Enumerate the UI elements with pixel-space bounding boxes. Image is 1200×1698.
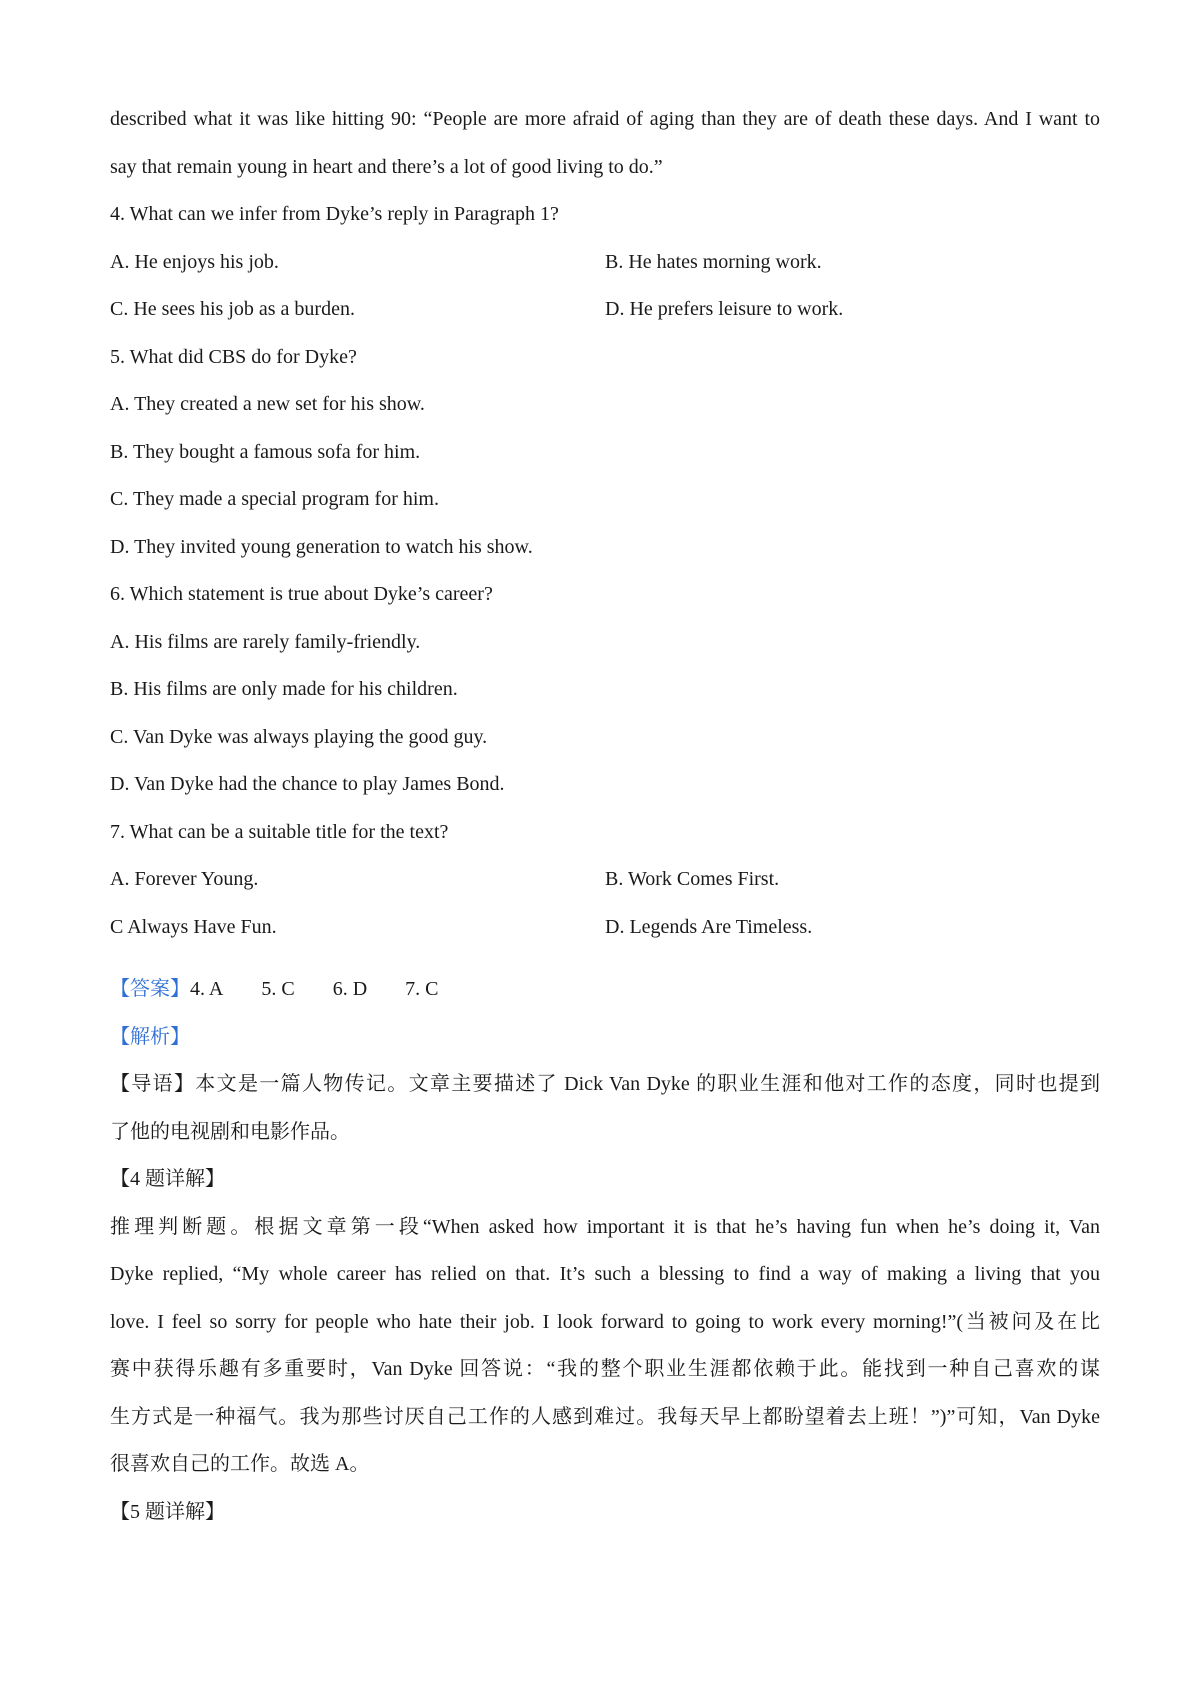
q4-detail-line: love. I feel so sorry for people who hate their job. I look forward to going to work every morning!”(当被问及在比 — [110, 1310, 1100, 1333]
question-7-options-row-1 — [110, 856, 1100, 904]
question-7-stem: 7. What can be a suitable title for the text? — [110, 820, 449, 843]
option-a: A. They created a new set for his show. — [110, 393, 425, 415]
option-d: D. Van Dyke had the chance to play James Bond. — [110, 773, 505, 795]
q4-detail-header: 【4 题详解】 — [110, 1168, 225, 1190]
q4-detail-line: Dyke replied, “My whole career has relied on that. It’s such a blessing to find a way of making a living that you — [110, 1263, 1100, 1285]
option-a: A. His films are rarely family-friendly. — [110, 630, 421, 653]
question-6-stem: 6. Which statement is true about Dyke’s career? — [110, 583, 493, 605]
intro-line: 【导语】本文是一篇人物传记。文章主要描述了 Dick Van Dyke 的职业生涯和他对工作的态度，同时也提到 — [110, 1073, 1100, 1095]
option-d: D. He prefers leisure to work. — [605, 298, 844, 320]
option-c: C. Van Dyke was always playing the good guy. — [110, 725, 488, 748]
option-b: B. They bought a famous sofa for him. — [110, 440, 421, 463]
answer-item: 7. C — [405, 978, 439, 1000]
q4-detail-line: 赛中获得乐趣有多重要时，Van Dyke 回答说：“我的整个职业生涯都依赖于此。能找到一种自己喜欢的谋 — [110, 1358, 1100, 1380]
q4-detail-line: 生方式是一种福气。我为那些讨厌自己工作的人感到难过。我每天早上都盼望着去上班！”)”可知，Van Dyke — [110, 1405, 1100, 1428]
q4-detail-line: 很喜欢自己的工作。故选 A。 — [110, 1453, 370, 1475]
option-a: A. Forever Young. — [110, 868, 259, 890]
option-d: D. Legends Are Timeless. — [605, 915, 813, 938]
question-4-stem: 4. What can we infer from Dyke’s reply in Paragraph 1? — [110, 203, 559, 225]
passage-line: described what it was like hitting 90: “People are more afraid of aging than they are of death these days. And I want to — [110, 108, 1100, 130]
answer-label: 【答案】 — [110, 978, 190, 1000]
analysis-label: 【解析】 — [110, 1025, 190, 1048]
intro-line: 了他的电视剧和电影作品。 — [110, 1120, 350, 1143]
document-page — [110, 96, 1100, 1536]
option-d: D. They invited young generation to watch his show. — [110, 535, 533, 558]
answer-line — [110, 966, 1100, 1014]
question-4-options-row-2 — [110, 286, 1100, 334]
option-a: A. He enjoys his job. — [110, 250, 279, 273]
question-4-options-row-1 — [110, 239, 1100, 287]
answer-item: 6. D — [332, 978, 368, 1000]
answer-item: 5. C — [261, 978, 295, 1000]
option-c: C. They made a special program for him. — [110, 488, 439, 510]
option-b: B. His films are only made for his children. — [110, 678, 458, 700]
option-c: C. He sees his job as a burden. — [110, 298, 355, 320]
q4-detail-line: 推理判断题。根据文章第一段“When asked how important it is that he’s having fun when he’s doing it, Van — [110, 1215, 1100, 1238]
option-b: B. Work Comes First. — [605, 868, 780, 890]
passage-line: say that remain young in heart and there’s a lot of good living to do.” — [110, 155, 663, 178]
q5-detail-header: 【5 题详解】 — [110, 1500, 225, 1523]
question-5-stem: 5. What did CBS do for Dyke? — [110, 345, 357, 368]
option-b: B. He hates morning work. — [605, 250, 822, 273]
option-c: C Always Have Fun. — [110, 915, 277, 938]
answer-item: 4. A — [190, 978, 224, 1000]
question-7-options-row-2 — [110, 904, 1100, 952]
